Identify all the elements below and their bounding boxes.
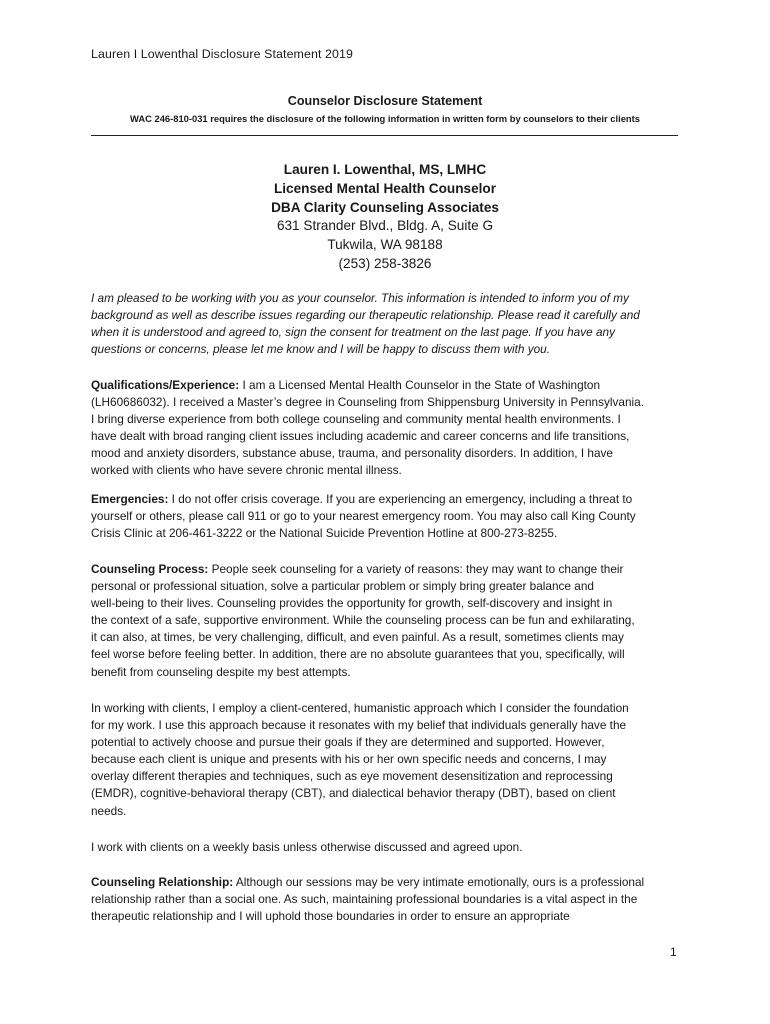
paragraph-line: because each client is unique and presents with his or her own specific needs and concerns, I may [91, 752, 607, 767]
paragraph-line: it can also, at times, be very challenging, difficult, and even painful. As a result, sometimes clients may [91, 630, 624, 645]
paragraph-text: I do not offer crisis coverage. If you are experiencing an emergency, including a threat to [168, 492, 633, 506]
paragraph-line: mood and anxiety disorders, substance abuse, trauma, and personality disorders. In addition, I have [91, 446, 613, 461]
document-title: Counselor Disclosure Statement [287, 94, 483, 108]
intro-paragraph [91, 290, 691, 358]
paragraph-line: for my work. I use this approach because it resonates with my belief that individuals generally have the [91, 718, 627, 733]
paragraph-line: feel worse before feeling better. In addition, there are no absolute guarantees that you, specifically, will [91, 647, 625, 662]
counseling-relationship-section [91, 874, 691, 925]
document-subtitle: WAC 246-810-031 requires the disclosure of the following information in written form by counselors to their clients [130, 113, 640, 124]
section-label: Counseling Relationship: [91, 875, 234, 889]
running-header: Lauren I Lowenthal Disclosure Statement 2019 [91, 47, 354, 61]
phone-number: (253) 258-3826 [338, 255, 432, 271]
business-name: DBA Clarity Counseling Associates [271, 199, 499, 215]
paragraph-line: worked with clients who have severe chronic mental illness. [91, 463, 402, 478]
approach-paragraph [91, 700, 691, 820]
paragraph-line: (EMDR), cognitive-behavioral therapy (CBT), and dialectical behavior therapy (DBT), based on client [91, 786, 616, 801]
paragraph-line: well-being to their lives. Counseling provides the opportunity for growth, self-discovery and insight in [91, 596, 613, 611]
paragraph-line: I am pleased to be working with you as your counselor. This information is intended to inform you of my [91, 291, 629, 305]
paragraph-text: People seek counseling for a variety of reasons: they may want to change their [208, 562, 624, 576]
address-line-1: 631 Strander Blvd., Bldg. A, Suite G [276, 218, 494, 234]
qualifications-section [91, 377, 691, 480]
paragraph-line: have dealt with broad ranging client issues including academic and career concerns and life transitions, [91, 429, 630, 444]
counselor-name: Lauren I. Lowenthal, MS, LMHC [283, 162, 487, 177]
paragraph-line: relationship rather than a social one. As such, maintaining professional boundaries is a vital aspect in the [91, 892, 638, 907]
page-number: 1 [670, 945, 677, 959]
paragraph-line: I work with clients on a weekly basis unless otherwise discussed and agreed upon. [91, 840, 523, 854]
contact-block [0, 161, 770, 274]
emergencies-section [91, 491, 691, 542]
divider-rule [91, 135, 678, 136]
paragraph-line: questions or concerns, please let me know and I will be happy to discuss them with you. [91, 342, 551, 357]
paragraph-line: overlay different therapies and techniques, such as eye movement desensitization and reprocessing [91, 769, 613, 784]
paragraph-line: Crisis Clinic at 206-461-3222 or the National Suicide Prevention Hotline at 800-273-8255. [91, 526, 558, 541]
paragraph-line: the context of a safe, supportive environment. While the counseling process can be fun and exhilarating, [91, 613, 635, 628]
paragraph-line: I bring diverse experience from both college counseling and community mental health environments. I [91, 412, 621, 427]
paragraph-line: therapeutic relationship and I will uphold those boundaries in order to ensure an appropriate [91, 909, 570, 924]
section-label: Emergencies: [91, 492, 169, 506]
paragraph-line: personal or professional situation, solve a particular problem or simply bring greater balance and [91, 579, 594, 594]
paragraph-text: I am a Licensed Mental Health Counselor in the State of Washington [239, 378, 601, 392]
paragraph-line: when it is understood and agreed to, sign the consent for treatment on the last page. If you have any [91, 325, 615, 340]
address-line-2: Tukwila, WA 98188 [327, 237, 443, 253]
counselor-license: Licensed Mental Health Counselor [273, 180, 497, 196]
paragraph-line: yourself or others, please call 911 or go to your nearest emergency room. You may also call King County [91, 509, 636, 524]
section-label: Counseling Process: [91, 562, 209, 576]
frequency-paragraph [91, 839, 691, 856]
paragraph-line: background as well as describe issues regarding our therapeutic relationship. Please read it carefully and [91, 308, 640, 323]
paragraph-line: benefit from counseling despite my best attempts. [91, 664, 351, 679]
paragraph-line: potential to actively choose and pursue their goals if they are determined and supported. However, [91, 735, 605, 750]
paragraph-line: needs. [91, 803, 127, 818]
paragraph-line: In working with clients, I employ a client-centered, humanistic approach which I consider the foundation [91, 701, 629, 715]
counseling-process-section [91, 561, 691, 681]
paragraph-text: Although our sessions may be very intimate emotionally, ours is a professional [233, 875, 645, 889]
section-label: Qualifications/Experience: [91, 378, 240, 392]
paragraph-line: (LH60686032). I received a Master’s degree in Counseling from Shippensburg University in Pennsylvania. [91, 395, 645, 410]
